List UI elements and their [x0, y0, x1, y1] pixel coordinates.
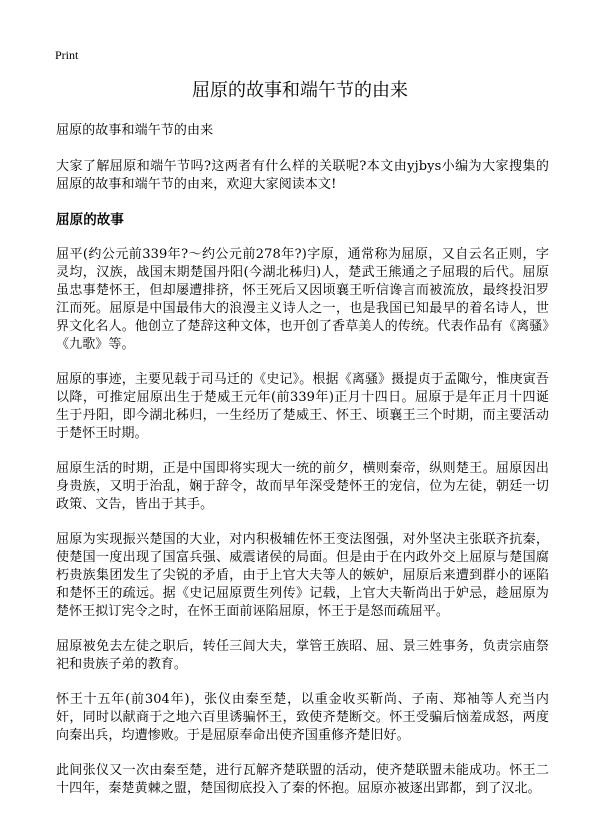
page-title: 屈原的故事和端午节的由来	[192, 80, 408, 101]
paragraph: 屈原被免去左徒之职后，转任三闾大夫，掌管王族昭、屈、景三姓事务，负责宗庙祭祀和贵族子弟的教育。	[56, 639, 549, 672]
paragraph: 怀王十五年(前304年)，张仪由秦至楚，以重金收买靳尚、子南、郑袖等人充当内奸，同时以献商于之地六百里诱骗怀王，致使齐楚断交。怀王受骗后恼羞成怒，两度向秦出兵，均遭惨败。于是屈原奉命出使齐国重修齐楚旧好。	[56, 692, 549, 743]
article-subtitle: 屈原的故事和端午节的由来	[56, 123, 214, 138]
paragraph: 屈原生活的时期，正是中国即将实现大一统的前夕，横则秦帝，纵则楚王。屈原因出身贵族，又明于治乱，娴于辞令，故而早年深受楚怀王的宠信，位为左徒，朝廷一切政策、文告，皆出于其手。	[56, 461, 549, 512]
paragraph: 屈平(约公元前339年?～约公元前278年?)字原，通常称为屈原，又自云名正则，字灵均，汉族，战国末期楚国丹阳(今湖北秭归)人，楚武王熊通之子屈瑕的后代。屈原虽忠事楚怀王，但却屡遭排挤，怀王死后又因顷襄王听信谗言而被流放，最终投汨罗江而死。屈原是中国最伟大的浪漫主义诗人之一，也是我国已知最早的着名诗人，世界文化名人。他创立了楚辞这种文体，也开创了香草美人的传统。代表作品有《离骚》《九歌》等。	[56, 247, 549, 352]
article-body	[56, 122, 549, 815]
paragraph: 屈原的事迹，主要见载于司马迁的《史记》。根据《离骚》摄提贞于孟陬兮，惟庚寅吾以降，可推定屈原出生于楚威王元年(前339年)正月十四日。屈原于是年正月十四诞生于丹阳，即今湖北秭归，一生经历了楚威王、怀王、顷襄王三个时期，而主要活动于楚怀王时期。	[56, 372, 549, 441]
section-heading: 屈原的故事	[56, 212, 124, 228]
paragraph: 此间张仪又一次由秦至楚，进行瓦解齐楚联盟的活动，使齐楚联盟未能成功。怀王二十四年，秦楚黄棘之盟，楚国彻底投入了秦的怀抱。屈原亦被逐出郢都，到了汉北。	[56, 763, 549, 796]
print-link[interactable]: Print	[55, 48, 79, 62]
article-intro: 大家了解屈原和端午节吗?这两者有什么样的关联呢?本文由yjbys小编为大家搜集的屈原的故事和端午节的由来，欢迎大家阅读本文!	[56, 159, 549, 192]
paragraph: 屈原为实现振兴楚国的大业，对内积极辅佐怀王变法图强，对外坚决主张联齐抗秦，使楚国一度出现了国富兵强、威震诸侯的局面。但是由于在内政外交上屈原与楚国腐朽贵族集团发生了尖锐的矛盾，由于上官大夫等人的嫉妒，屈原后来遭到群小的诬陷和楚怀王的疏远。据《史记屈原贾生列传》记载，上官大夫靳尚出于妒忌，趁屈原为楚怀王拟订宪令之时，在怀王面前诬陷屈原，怀王于是怒而疏屈平。	[56, 532, 549, 619]
